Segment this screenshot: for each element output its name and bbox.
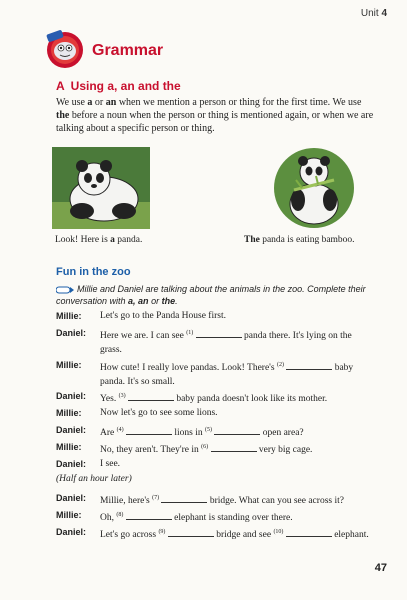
- speaker-label: Daniel:: [56, 425, 87, 435]
- dialogue-line: [56, 525, 376, 542]
- answer-blank[interactable]: [211, 441, 257, 452]
- pencil-icon: [56, 286, 74, 294]
- answer-blank[interactable]: [126, 424, 172, 435]
- dialogue-line: [56, 309, 376, 323]
- line-text: Let's go across $^{(9)}$ bridge and see $^{(10)}$ elephant.: [100, 525, 376, 542]
- dialogue-line: [56, 423, 376, 440]
- line-text: Let's go to the Panda House first.: [100, 311, 226, 321]
- panda-lying-illustration: [52, 147, 150, 229]
- line-text: Now let's go to see some lions.: [100, 408, 218, 418]
- line-text: Here we are. I can see $^{(1)}$ panda there. It's lying on the grass.: [100, 326, 376, 357]
- panda-eating-bamboo-illustration: [272, 144, 356, 230]
- unit-label: Unit 4: [360, 8, 387, 19]
- dialogue-line: [56, 358, 376, 389]
- dialogue-line: [56, 389, 376, 406]
- intro-text: We use a or an when we mention a person or thing for the first time. We use the before a noun when the person or thing is mentioned again, or when we are talking about a specific person or thing.: [56, 97, 374, 134]
- dialogue-line: [56, 508, 376, 525]
- answer-blank[interactable]: [126, 509, 172, 520]
- speaker-label: Millie:: [56, 408, 82, 418]
- answer-blank[interactable]: [161, 492, 207, 503]
- speaker-label: Millie:: [56, 442, 82, 452]
- speaker-label: Millie:: [56, 360, 82, 370]
- dialogue-line: [56, 406, 376, 420]
- dialogue-line: [56, 440, 376, 457]
- answer-blank[interactable]: [128, 390, 174, 401]
- dialogue-line: [56, 457, 376, 471]
- page-number: 47: [374, 562, 387, 574]
- speaker-label: Millie:: [56, 311, 82, 321]
- answer-blank[interactable]: [168, 526, 214, 537]
- caption-2: The panda is eating bamboo.: [244, 235, 355, 245]
- speaker-label: Daniel:: [56, 459, 87, 469]
- grammar-badge-icon: [42, 29, 88, 69]
- answer-blank[interactable]: [214, 424, 260, 435]
- line-text: Are $^{(4)}$ lions in $^{(5)}$ open area?: [100, 423, 376, 440]
- answer-blank[interactable]: [286, 526, 332, 537]
- speaker-label: Daniel:: [56, 493, 87, 503]
- dialogue-line: [56, 326, 376, 357]
- speaker-label: Millie:: [56, 510, 82, 520]
- line-text: I see.: [100, 459, 121, 469]
- page-title: Grammar: [92, 42, 164, 59]
- line-text: Yes. $^{(3)}$ baby panda doesn't look like its mother.: [100, 389, 376, 406]
- speaker-label: Daniel:: [56, 328, 87, 338]
- speaker-label: Daniel:: [56, 391, 87, 401]
- line-text: How cute! I really love pandas. Look! There's $^{(2)}$ baby panda. It's so small.: [100, 358, 376, 389]
- caption-1: Look! Here is a panda.: [55, 235, 143, 245]
- section-a-heading: A Using a, an and the: [56, 79, 181, 93]
- speaker-label: Daniel:: [56, 527, 87, 537]
- stage-note: (Half an hour later): [56, 474, 132, 484]
- exercise-instruction: Millie and Daniel are talking about the animals in the zoo. Complete their conversation with a, an or the.: [56, 284, 366, 306]
- line-text: No, they aren't. They're in $^{(6)}$ very big cage.: [100, 440, 376, 457]
- exercise-heading: Fun in the zoo: [56, 266, 131, 278]
- line-text: Oh, $^{(8)}$ elephant is standing over there.: [100, 508, 376, 525]
- line-text: Millie, here's $^{(7)}$ bridge. What can you see across it?: [100, 491, 376, 508]
- dialogue-line: [56, 491, 376, 508]
- answer-blank[interactable]: [196, 327, 242, 338]
- answer-blank[interactable]: [286, 359, 332, 370]
